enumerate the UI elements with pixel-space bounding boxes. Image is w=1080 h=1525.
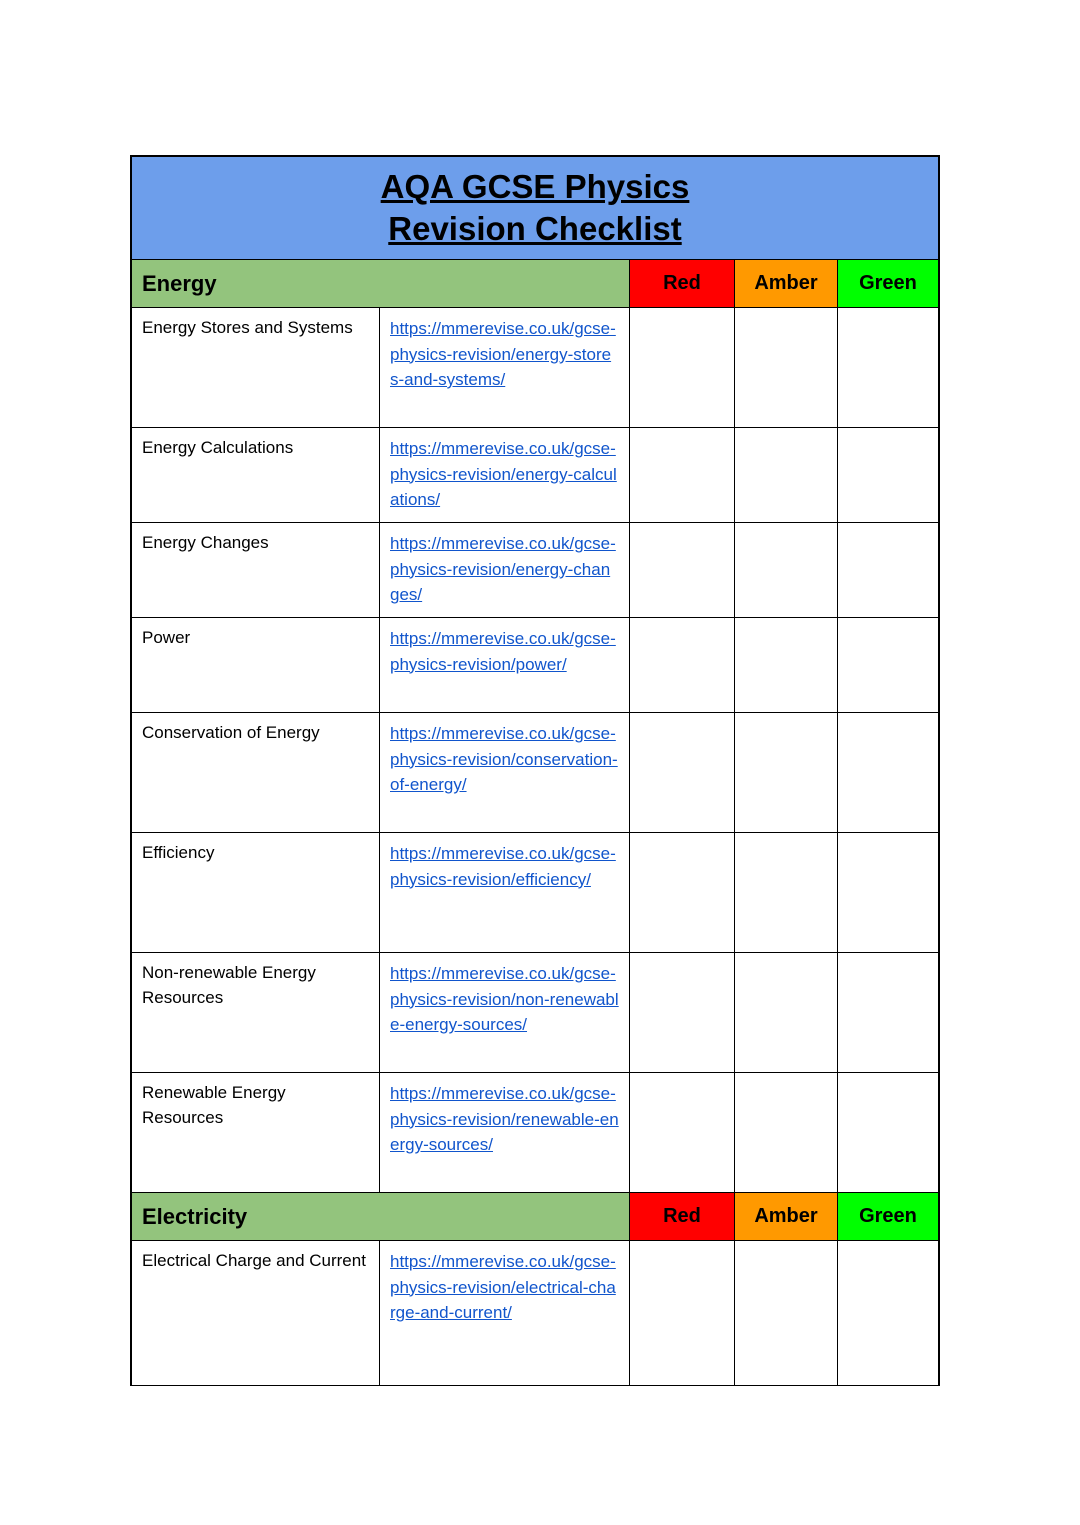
green-mark-cell[interactable]	[838, 308, 938, 427]
revision-link[interactable]: https://mmerevise.co.uk/gcse-physics-revision/electrical-charge-and-current/	[390, 1252, 616, 1322]
green-mark-cell[interactable]	[838, 833, 938, 952]
red-mark-cell[interactable]	[630, 1241, 735, 1385]
table-row	[132, 1241, 938, 1386]
topic-cell: Energy Changes	[132, 523, 380, 617]
table-row	[132, 713, 938, 833]
link-cell	[380, 618, 630, 712]
link-cell	[380, 523, 630, 617]
amber-mark-cell[interactable]	[735, 1241, 838, 1385]
section-label-energy: Energy	[132, 260, 630, 307]
green-mark-cell[interactable]	[838, 523, 938, 617]
red-mark-cell[interactable]	[630, 953, 735, 1072]
link-cell	[380, 953, 630, 1072]
link-cell	[380, 428, 630, 522]
revision-link[interactable]: https://mmerevise.co.uk/gcse-physics-revision/non-renewable-energy-sources/	[390, 964, 619, 1034]
amber-mark-cell[interactable]	[735, 523, 838, 617]
link-cell	[380, 308, 630, 427]
revision-link[interactable]: https://mmerevise.co.uk/gcse-physics-revision/conservation-of-energy/	[390, 724, 618, 794]
red-mark-cell[interactable]	[630, 428, 735, 522]
title-line-2: Revision Checklist	[388, 210, 682, 247]
red-mark-cell[interactable]	[630, 523, 735, 617]
red-mark-cell[interactable]	[630, 713, 735, 832]
amber-mark-cell[interactable]	[735, 308, 838, 427]
table-row	[132, 833, 938, 953]
revision-link[interactable]: https://mmerevise.co.uk/gcse-physics-revision/energy-stores-and-systems/	[390, 319, 616, 389]
red-mark-cell[interactable]	[630, 1073, 735, 1192]
table-title	[132, 157, 938, 260]
green-mark-cell[interactable]	[838, 713, 938, 832]
red-mark-cell[interactable]	[630, 833, 735, 952]
rag-header-amber: Amber	[735, 1193, 838, 1240]
amber-mark-cell[interactable]	[735, 618, 838, 712]
link-cell	[380, 713, 630, 832]
revision-link[interactable]: https://mmerevise.co.uk/gcse-physics-revision/efficiency/	[390, 844, 616, 889]
topic-cell: Power	[132, 618, 380, 712]
topic-cell: Efficiency	[132, 833, 380, 952]
topic-cell: Energy Calculations	[132, 428, 380, 522]
table-row	[132, 523, 938, 618]
link-cell	[380, 1241, 630, 1385]
amber-mark-cell[interactable]	[735, 713, 838, 832]
topic-cell: Conservation of Energy	[132, 713, 380, 832]
red-mark-cell[interactable]	[630, 618, 735, 712]
topic-cell: Non-renewable Energy Resources	[132, 953, 380, 1072]
section-label-electricity: Electricity	[132, 1193, 630, 1240]
rag-header-amber: Amber	[735, 260, 838, 307]
table-row	[132, 618, 938, 713]
revision-link[interactable]: https://mmerevise.co.uk/gcse-physics-revision/power/	[390, 629, 616, 674]
rag-header-red: Red	[630, 1193, 735, 1240]
rag-header-green: Green	[838, 260, 938, 307]
topic-cell: Energy Stores and Systems	[132, 308, 380, 427]
topic-cell: Renewable Energy Resources	[132, 1073, 380, 1192]
table-row	[132, 428, 938, 523]
revision-link[interactable]: https://mmerevise.co.uk/gcse-physics-revision/renewable-energy-sources/	[390, 1084, 619, 1154]
link-cell	[380, 1073, 630, 1192]
section-header-energy	[132, 260, 938, 308]
topic-cell: Electrical Charge and Current	[132, 1241, 380, 1385]
rag-header-red: Red	[630, 260, 735, 307]
table-row	[132, 1073, 938, 1193]
amber-mark-cell[interactable]	[735, 833, 838, 952]
revision-link[interactable]: https://mmerevise.co.uk/gcse-physics-revision/energy-changes/	[390, 534, 616, 604]
section-header-electricity	[132, 1193, 938, 1241]
link-cell	[380, 833, 630, 952]
green-mark-cell[interactable]	[838, 428, 938, 522]
table-row	[132, 953, 938, 1073]
green-mark-cell[interactable]	[838, 1073, 938, 1192]
green-mark-cell[interactable]	[838, 953, 938, 1072]
amber-mark-cell[interactable]	[735, 428, 838, 522]
amber-mark-cell[interactable]	[735, 1073, 838, 1192]
red-mark-cell[interactable]	[630, 308, 735, 427]
table-row	[132, 308, 938, 428]
title-line-1: AQA GCSE Physics	[380, 167, 690, 205]
green-mark-cell[interactable]	[838, 618, 938, 712]
revision-checklist-table	[130, 155, 940, 1386]
green-mark-cell[interactable]	[838, 1241, 938, 1385]
amber-mark-cell[interactable]	[735, 953, 838, 1072]
revision-link[interactable]: https://mmerevise.co.uk/gcse-physics-revision/energy-calculations/	[390, 439, 617, 509]
rag-header-green: Green	[838, 1193, 938, 1240]
